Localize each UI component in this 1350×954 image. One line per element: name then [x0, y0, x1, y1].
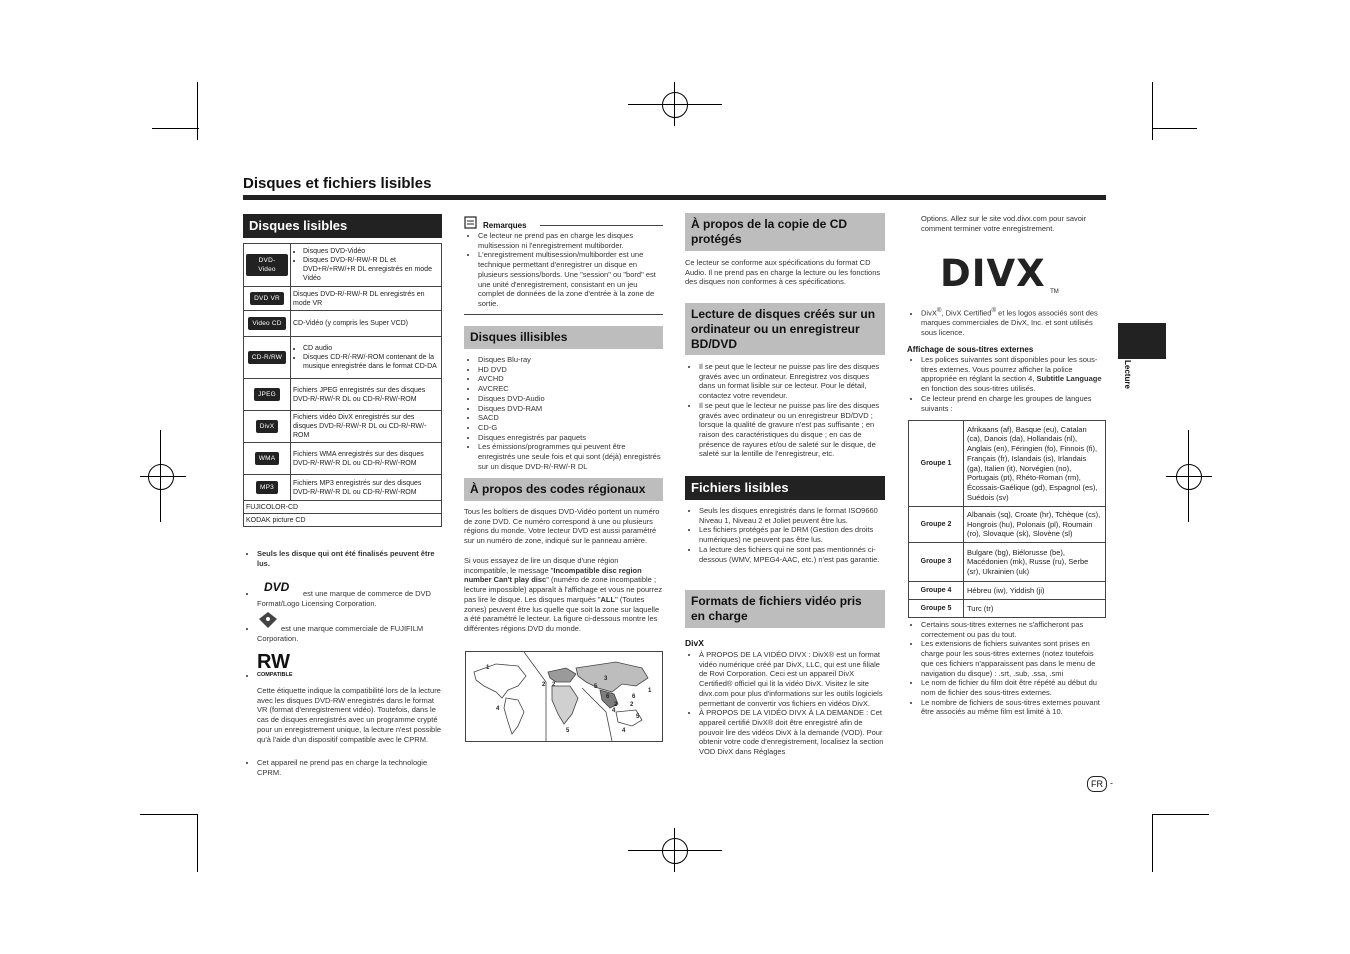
crop-mark	[1152, 128, 1197, 129]
remarks-rule	[540, 225, 663, 226]
divx-logo-small: DivX	[256, 420, 279, 433]
files-bullets: • Seuls les disques enregistrés dans le format ISO9660 Niveau 1, Niveau 2 et Joliet peuvent être lus. • Les fichiers protégés par le DRM (Gestion des droits numériques) ne peuvent pas être lus. • La lecture des fichiers qui ne sont pas mentionnés ci-dessous (WMV, MPEG4-AAC, etc.) n'est pas garantie.	[685, 506, 885, 564]
section-heading-copie-cd: À propos de la copie de CD protégés	[685, 213, 885, 251]
cd-rw-logo: CD-R/RW	[248, 351, 286, 364]
remarks-title: Remarques	[483, 221, 527, 230]
table-row: JPEG Fichiers JPEG enregistrés sur des disques DVD-R/-RW/-R DL ou CD-R/-RW/-ROM	[244, 379, 442, 411]
video-cd-logo: Video CD	[248, 317, 285, 330]
section-heading-disques-ordinateur: Lecture de disques créés sur un ordinateur ou un enregistreur BD/DVD	[685, 303, 885, 355]
region-paragraph-2: Si vous essayez de lire un disque d'une région incompatible, le message "Incompatible disc region number Can't play disc" (numéro de zone incompatible ; lecture impossible) apparaît à l'affichage et vous ne pourrez pas lire le disque. Les disques marqués "ALL" (Toutes zones) peuvent être lus quelle que soit la zone sur laquelle a été paramétré le lecteur. La figure ci-dessous montre les différentes régions DVD du monde.	[464, 556, 663, 633]
divx-trademark-note: • DivX®, DivX Certified® et les logos associés sont des marques commerciales de DivX, Inc. et sont utilisés sous licence.	[907, 306, 1107, 338]
table-row: FUJICOLOR-CD	[244, 501, 442, 514]
language-badge: FR	[1087, 776, 1107, 792]
table-row: Groupe 2 Albanais (sq), Croate (hr), Tchèque (cs), Hongrois (hu), Polonais (pl), Roumain (ro), Slovaque (sk), Slovène (sl)	[909, 507, 1106, 543]
divx-bullets: • À PROPOS DE LA VIDÉO DIVX : DivX® est un format vidéo numérique créé par DivX, LLC, qui est une filiale de Rovi Corporation. Ceci est un appareil DivX Certified® officiel qui lit la vidéo DivX. Visitez le site divx.com pour plus d'informations sur les outils logiciels permettant de convertir vos fichiers en vidéos DivX. • À PROPOS DE LA VIDÉO DIVX À LA DEMANDE : Cet appareil certifié DivX® doit être enregistré afin de pouvoir lire des vidéos DivX à la demande (VOD). Pour obtenir votre code d'enregistrement, localisez la section VOD DivX dans Réglages	[685, 650, 885, 757]
table-row: KODAK picture CD	[244, 514, 442, 527]
table-row: DVD-Video • Disques DVD-Vidéo • Disques DVD-R/-RW/-R DL et DVD+R/+RW/+R DL enregistrés en mode Vidéo	[244, 244, 442, 287]
table-row: Groupe 1 Afrikaans (af), Basque (eu), Catalan (ca), Danois (da), Hollandais (nl), Anglais (en), Féringien (fo), Finnois (fi), Français (fr), Islandais (is), Irlandais (ga), Italien (it), Norvégien (no), Portugais (pt), Rhéto-Roman (rm), Écossais-Gaélique (gd), Espagnol (es), Suédois (sv)	[909, 421, 1106, 507]
rw-bullet	[243, 671, 443, 681]
table-row: Video CD CD-Vidéo (y compris les Super VCD)	[244, 311, 442, 337]
divx-subheading: DivX	[685, 638, 704, 648]
table-row: WMA Fichiers WMA enregistrés sur des disques DVD-R/-RW/-R DL ou CD-R/-RW/-ROM	[244, 443, 442, 475]
remarks-bottom-rule	[464, 314, 663, 315]
table-row: MP3 Fichiers MP3 enregistrés sur des disques DVD-R/-RW/-R DL ou CD-R/-RW/-ROM	[244, 475, 442, 501]
dvd-region-map	[465, 651, 663, 742]
table-row: DivX Fichiers vidéo DivX enregistrés sur des disques DVD-R/-RW/-R DL ou CD-R/-RW/-ROM	[244, 411, 442, 443]
table-row: Groupe 5 Turc (tr)	[909, 600, 1106, 618]
rw-compat-text: Cette étiquette indique la compatibilité lors de la lecture avec les disques DVD-RW enregistrés dans le format VR (format d'enregistrement vidéo). Toutefois, dans le cas de disques enregistrés avec un programme crypté pour un enregistrement unique, la lecture n'est possible qu'à l'aide d'un dispositif compatible avec le CPRM.	[257, 686, 442, 744]
crop-mark	[1152, 814, 1209, 815]
table-row: Groupe 4 Hébreu (iw), Yiddish (ji)	[909, 582, 1106, 600]
section-heading-formats-video: Formats de fichiers vidéo pris en charge	[685, 590, 885, 628]
region-paragraph-1: Tous les boîtiers de disques DVD-Vidéo portent un numéro de zone DVD. Ce numéro correspond à une ou plusieurs régions du monde. Votre lecteur DVD est aussi paramétré sur un numéro de zone, indiqué sur le panneau arrière.	[464, 507, 660, 546]
crop-mark	[1152, 814, 1153, 872]
dvd-vr-logo: DVD VR	[250, 292, 284, 305]
options-text: Options. Allez sur le site vod.divx.com pour savoir comment terminer votre enregistrement.	[921, 214, 1087, 233]
table-row: DVD VR Disques DVD-R/-RW/-R DL enregistrés en mode VR	[244, 287, 442, 311]
mp3-logo: MP3	[256, 481, 278, 494]
side-tab-label: Lecture	[1123, 360, 1132, 389]
crop-mark	[197, 814, 198, 872]
subtitle-bullets: • Les polices suivantes sont disponibles pour les sous-titres externes. Vous pourrez afficher la police appropriée en réglant la section 4, Subtitle Language en fonction des sous-titres utilisés. • Ce lecteur prend en charge les groupes de langues suivants :	[907, 355, 1107, 413]
table-row: Groupe 3 Bulgare (bg), Biélorusse (be), Macédonien (mk), Russe (ru), Serbe (sr), Ukrainien (uk)	[909, 543, 1106, 582]
section-heading-fichiers-lisibles: Fichiers lisibles	[685, 476, 885, 500]
divx-logo: DIVX TM	[940, 252, 1059, 295]
language-groups-table	[908, 420, 1106, 618]
dvd-video-logo: DVD-Video	[246, 254, 288, 276]
side-tab	[1118, 323, 1166, 359]
playable-discs-table	[243, 243, 442, 527]
title-rule	[243, 195, 1106, 200]
map-region-numbers: 1 2 3 4 5 6 1 2 4 5 2 4 6 2 5	[486, 665, 652, 734]
dvd-trademark-note: • est une marque de commerce de DVD Format/Logo Licensing Corporation.	[243, 589, 443, 608]
section-heading-disques-lisibles: Disques lisibles	[243, 214, 442, 238]
subtitle-notes: • Certains sous-titres externes ne s'afficheront pas correctement ou pas du tout. • Les extensions de fichiers suivantes sont prises en charge pour les sous-titres externes (notez toutefois que ces fichiers n'apparaissent pas dans le menu de navigation du disque) : .srt, .sub, .ssa, .smi • Le nom de fichier du film doit être répété au début du nom de fichier des sous-titres externes. • Le nombre de fichiers de sous-titres externes pouvant être associés au même film est limité à 10.	[907, 620, 1107, 717]
crop-mark	[1152, 82, 1153, 140]
finalized-note: • Seuls les disque qui ont été finalisés peuvent être lus.	[243, 549, 443, 568]
note-icon	[464, 216, 478, 230]
table-row: CD-R/RW • CD audio • Disques CD-R/-RW/-ROM contenant de la musique enregistrée dans le format CD-DA	[244, 337, 442, 379]
section-heading-codes-regionaux: À propos des codes régionaux	[464, 478, 663, 501]
subtitle-heading: Affichage de sous-titres externes	[907, 345, 1034, 354]
crop-mark	[140, 814, 198, 815]
fuji-trademark-note: • est une marque commerciale de FUJIFILM Corporation.	[243, 624, 443, 643]
remarks-list: • Ce lecteur ne prend pas en charge les disques multisession ni l'enregistrement multiborder. • L'enregistrement multisession/multiborder est une technique permettant d'enregistrer un disque en plusieurs sessions/bords. Une "session" ou "bord" est une unité d'enregistrement, consistant en un jeu complet de données de la zone d'entrée à la zone de sortie.	[464, 231, 662, 309]
cd-copy-text: Ce lecteur se conforme aux spécifications du format CD Audio. Il ne prend pas en charge la lecture ou les fonctions des disques non conformes à ces spécifications.	[685, 258, 881, 287]
rw-compatible-logo: RW COMPATIBLE	[257, 651, 293, 678]
pc-bullets: • Il se peut que le lecteur ne puisse pas lire des disques gravés avec un ordinateur. Enregistrez vos disques dans un format lisible sur ce lecteur. Pour le détail, contactez votre revendeur. • Il se peut que le lecteur ne puisse pas lire des disques gravés avec ordinateur ou un enregistreur BD/DVD ; lorsque la qualité de gravure n'est pas suffisante ; en raison des caractéristiques du disque ; en cas de présence de rayures et/ou de saleté sur le disque, de saleté sur la lentille de l'enregistreur, etc.	[685, 362, 885, 459]
page-title: Disques et fichiers lisibles	[243, 175, 432, 192]
crop-mark	[197, 82, 198, 140]
wma-logo: WMA	[255, 452, 280, 465]
unreadable-list: • Disques Blu-ray • HD DVD • AVCHD • AVCREC • Disques DVD-Audio • Disques DVD-RAM • SACD • CD-G • Disques enregistrés par paquets • Les émissions/programmes qui peuvent être enregistrés une seule fois et qui sont (déjà) enregistrés sur un disque DVD-R/-RW/-R DL	[464, 355, 662, 471]
cprm-note: • Cet appareil ne prend pas en charge la technologie CPRM.	[243, 758, 443, 777]
section-heading-disques-illisibles: Disques illisibles	[464, 326, 663, 349]
dvd-logo: DVD	[264, 580, 290, 594]
jpeg-logo: JPEG	[254, 388, 280, 401]
page-number-dash: -	[1110, 778, 1113, 788]
crop-mark	[152, 128, 199, 129]
